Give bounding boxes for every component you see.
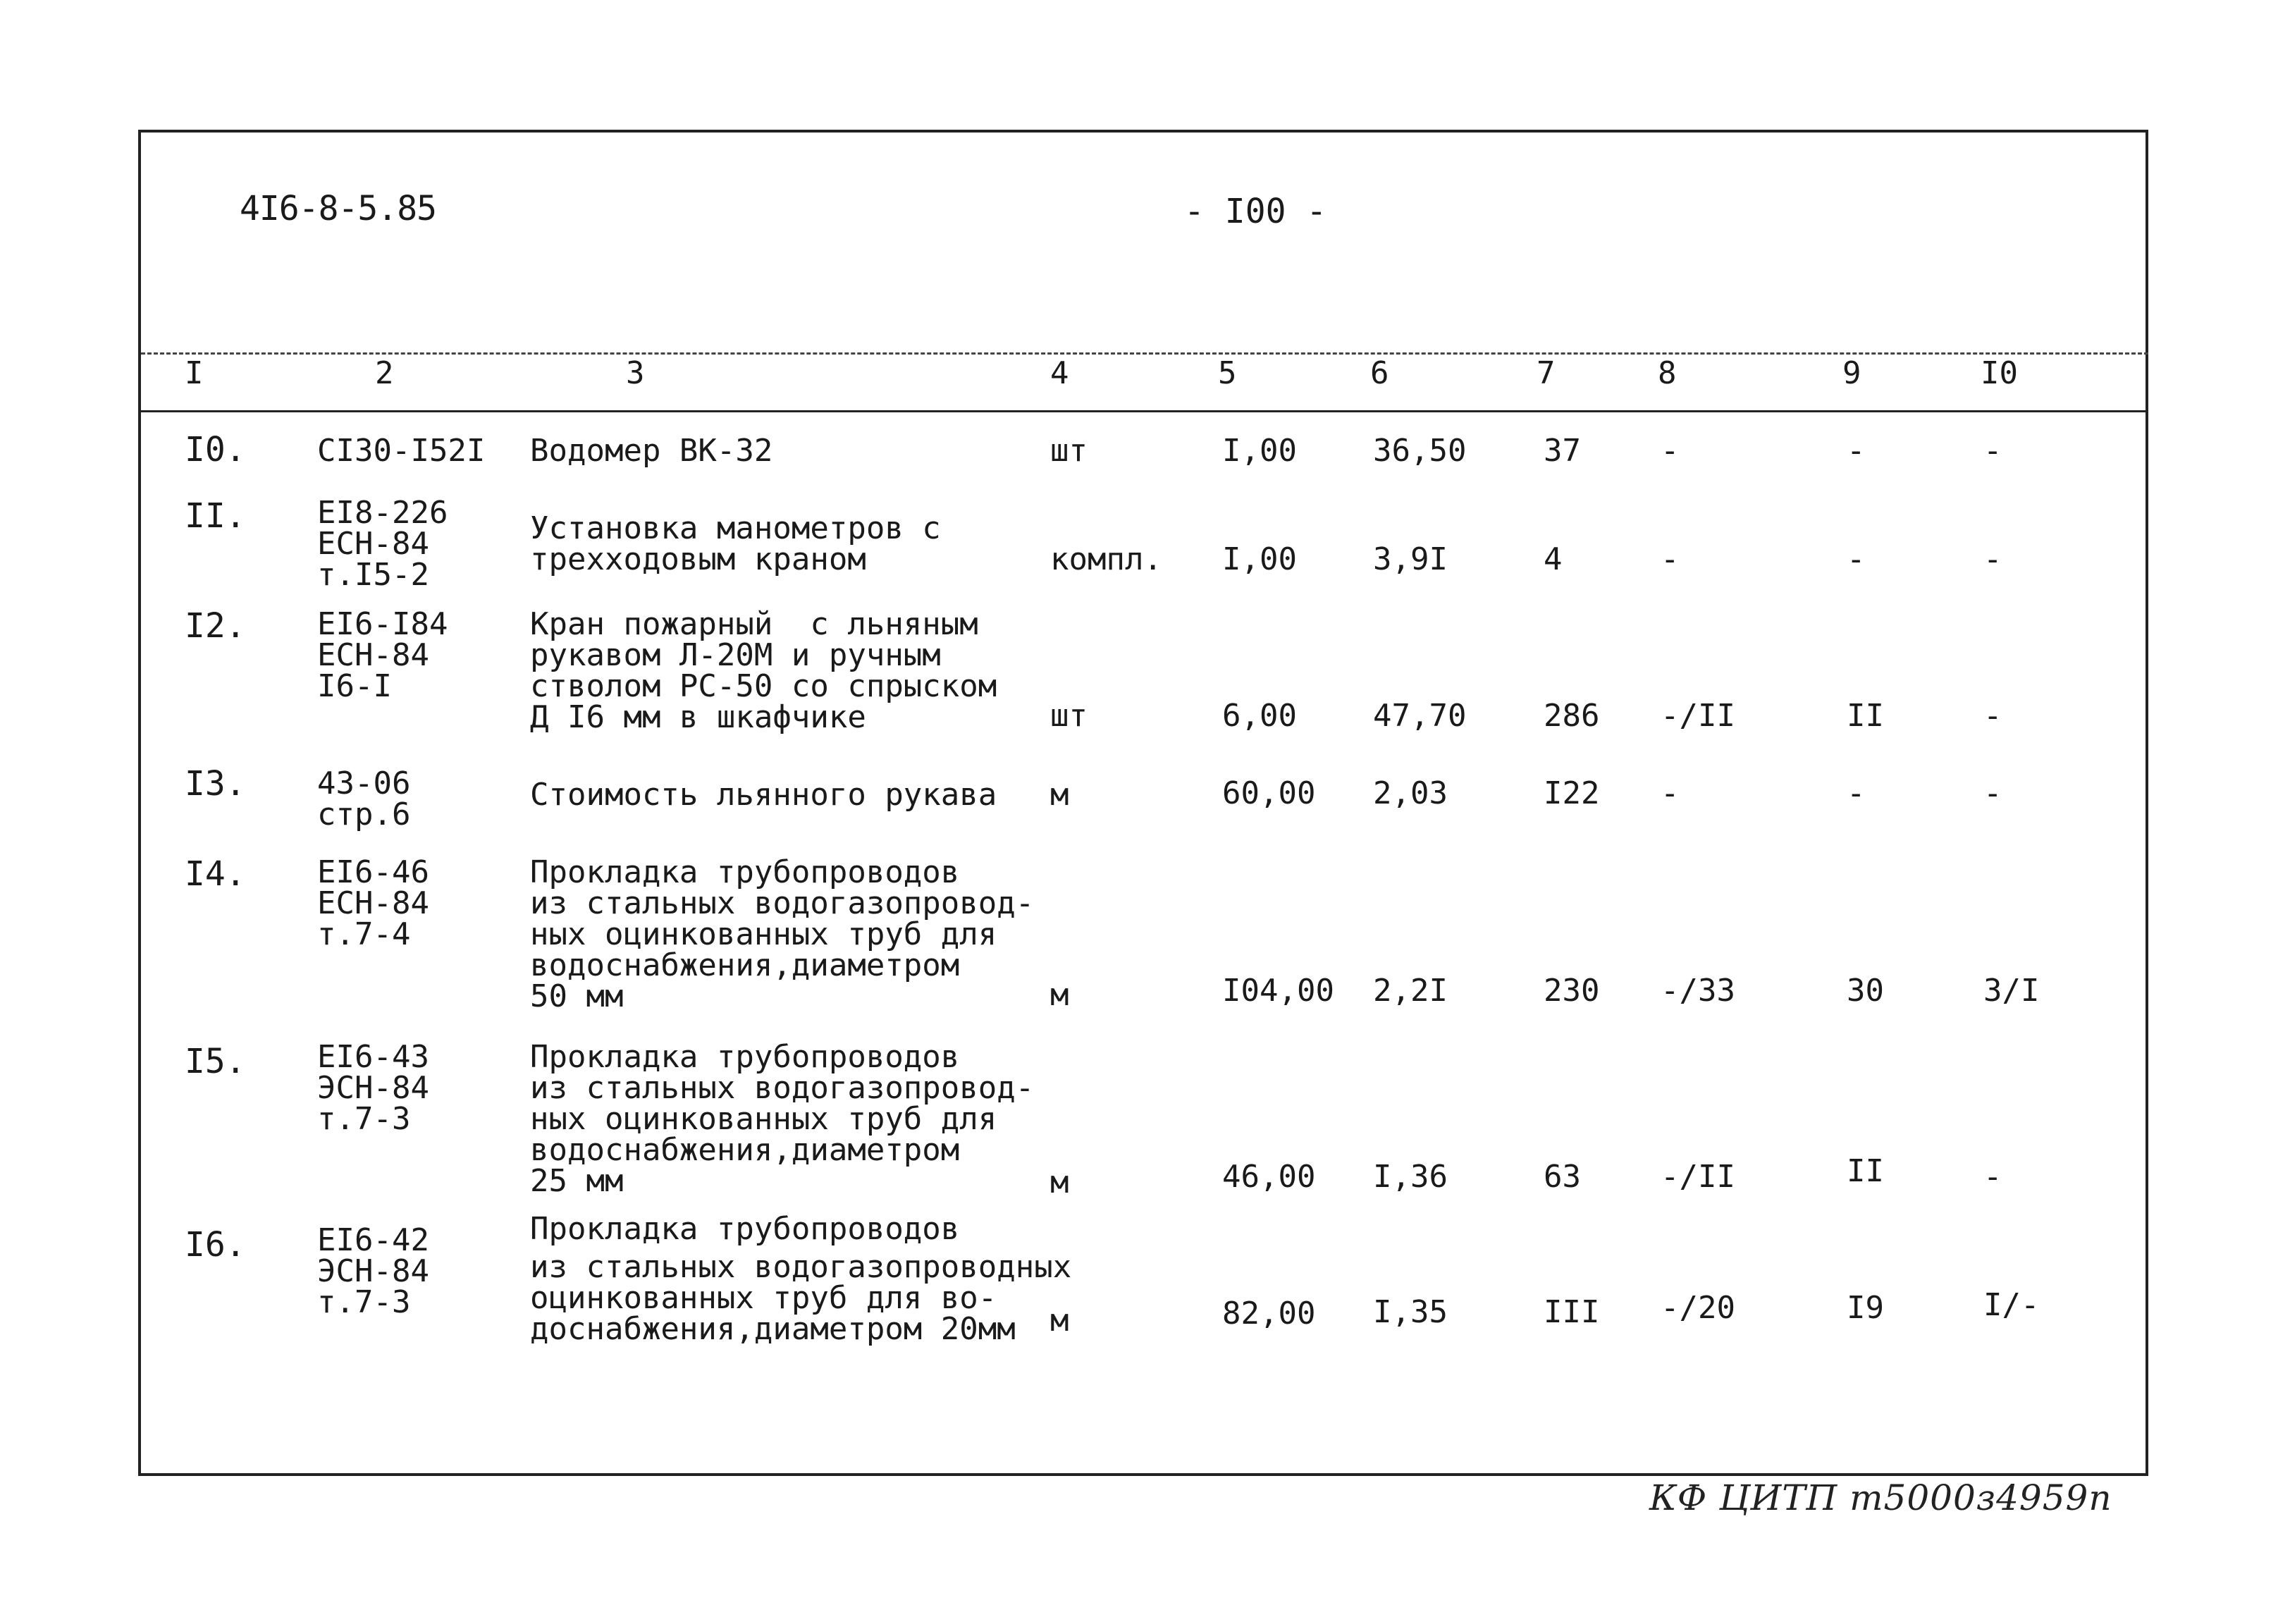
row-12-desc-line-4: Д I6 мм в шкафчике [530, 699, 866, 735]
row-14-code-line-1: EI6-46 [317, 854, 429, 890]
row-15-col10: - [1983, 1159, 2002, 1195]
row-16-desc-line-4: доснабжения,диаметром 20мм [530, 1311, 1016, 1347]
row-12-unit: шт [1050, 698, 1088, 734]
row-14-unit: м [1050, 977, 1069, 1013]
column-number-10: I0 [1981, 355, 2018, 391]
row-10-total: 37 [1544, 433, 1581, 469]
row-11-price: 3,9I [1373, 541, 1448, 577]
row-12-quantity: 6,00 [1222, 698, 1297, 734]
row-15-desc-line-1: Прокладка трубопроводов [530, 1039, 960, 1075]
row-15-code-line-3: т.7-3 [317, 1101, 411, 1137]
column-number-8: 8 [1658, 355, 1677, 391]
row-10-col8: - [1661, 433, 1680, 469]
row-16-unit: м [1050, 1303, 1069, 1339]
row-10-code [317, 433, 486, 469]
row-14-col8: -/33 [1661, 973, 1735, 1009]
row-11-desc-line-1: Установка манометров с [530, 510, 941, 546]
row-14-price: 2,2I [1373, 973, 1448, 1009]
row-10-col10: - [1983, 433, 2002, 469]
row-15-unit: м [1050, 1164, 1069, 1200]
row-13-price: 2,03 [1373, 775, 1448, 811]
row-11-number: II. [185, 496, 246, 536]
column-number-9: 9 [1842, 355, 1861, 391]
row-16-desc-line-2: из стальных водогазопроводных [530, 1249, 1072, 1285]
row-16-quantity: 82,00 [1222, 1296, 1316, 1331]
row-14-code-line-3: т.7-4 [317, 916, 411, 952]
row-16-code [317, 1222, 429, 1320]
row-13-col10: - [1983, 775, 2002, 811]
row-13-col8: - [1661, 775, 1680, 811]
row-15-desc-line-2: из стальных водогазопровод- [530, 1070, 1035, 1106]
row-15-code-line-1: EI6-43 [317, 1039, 429, 1075]
row-12-desc-line-2: рукавом Л-20М и ручным [530, 637, 941, 673]
row-13-code-line-2: стр.6 [317, 796, 411, 832]
row-14-desc-line-1: Прокладка трубопроводов [530, 854, 960, 890]
row-11-code [317, 495, 448, 593]
row-12-description [530, 606, 997, 735]
row-10-col9: - [1847, 433, 1866, 469]
row-14-col10: 3/I [1983, 973, 2040, 1009]
row-13-quantity: 60,00 [1222, 775, 1316, 811]
row-14-code [317, 854, 429, 952]
page-number: - I00 - [1184, 192, 1327, 231]
row-16-code-line-1: EI6-42 [317, 1222, 429, 1258]
row-14-total: 230 [1544, 973, 1600, 1009]
row-15-col8: -/II [1661, 1159, 1735, 1195]
row-12-desc-line-3: стволом РС-50 со спрыском [530, 668, 997, 704]
row-13-unit: м [1050, 777, 1069, 813]
row-14-description [530, 854, 1035, 1014]
row-11-quantity: I,00 [1222, 541, 1297, 577]
row-10-price: 36,50 [1373, 433, 1467, 469]
row-16-desc-line-3: оцинкованных труб для во- [530, 1280, 997, 1316]
row-15-description [530, 1039, 1035, 1199]
row-15-number: I5. [185, 1042, 246, 1081]
row-10-unit: шт [1050, 433, 1088, 469]
column-number-1: I [185, 355, 204, 391]
row-13-code-line-1: 43-06 [317, 765, 411, 801]
row-10-code-line-1: CI30-I52I [317, 433, 486, 469]
row-16-col9: I9 [1847, 1290, 1884, 1326]
row-12-code [317, 606, 448, 704]
row-16-col8: -/20 [1661, 1290, 1735, 1326]
row-11-code-line-1: EI8-226 [317, 495, 448, 531]
row-13-description [530, 777, 997, 813]
row-16-price: I,35 [1373, 1294, 1448, 1330]
row-11-total: 4 [1544, 541, 1563, 577]
row-10-quantity: I,00 [1222, 433, 1297, 469]
row-11-code-line-3: т.I5-2 [317, 557, 429, 593]
row-12-code-line-1: EI6-I84 [317, 606, 448, 642]
row-15-desc-line-3: ных оцинкованных труб для [530, 1101, 997, 1137]
row-12-price: 47,70 [1373, 698, 1467, 734]
row-16-code-line-3: т.7-3 [317, 1284, 411, 1320]
row-15-price: I,36 [1373, 1159, 1448, 1195]
column-number-5: 5 [1218, 355, 1237, 391]
row-10-number: I0. [185, 430, 246, 469]
row-14-desc-line-4: водоснабжения,диаметром [530, 947, 960, 983]
row-11-description [530, 510, 941, 577]
row-16-code-line-2: ЭСН-84 [317, 1253, 429, 1289]
row-14-col9: 30 [1847, 973, 1884, 1009]
row-14-desc-line-5: 50 мм [530, 978, 624, 1014]
document-code: 4I6-8-5.85 [240, 189, 436, 228]
row-11-code-line-2: ЕСН-84 [317, 526, 429, 562]
row-12-desc-line-1: Кран пожарный с льняным [530, 606, 978, 642]
row-11-col8: - [1661, 541, 1680, 577]
row-12-col9: II [1847, 698, 1884, 734]
row-14-code-line-2: ЕСН-84 [317, 885, 429, 921]
row-15-col9: II [1847, 1153, 1884, 1189]
row-13-desc-line-1: Стоимость льянного рукава [530, 777, 997, 813]
row-11-desc-line-2: трехходовым краном [530, 541, 866, 577]
row-12-col10: - [1983, 698, 2002, 734]
row-15-code-line-2: ЭСН-84 [317, 1070, 429, 1106]
row-13-number: I3. [185, 764, 246, 804]
row-12-number: I2. [185, 606, 246, 646]
row-14-number: I4. [185, 854, 246, 894]
row-14-desc-line-3: ных оцинкованных труб для [530, 916, 997, 952]
column-number-4: 4 [1050, 355, 1069, 391]
column-number-3: 3 [626, 355, 645, 391]
row-12-total: 286 [1544, 698, 1600, 734]
column-number-2: 2 [375, 355, 394, 391]
archive-stamp: КФ ЦИТП т5000з4959п [1649, 1477, 2112, 1518]
row-12-code-line-3: I6-I [317, 668, 392, 704]
row-16-total: III [1544, 1294, 1600, 1330]
row-12-code-line-2: ЕСН-84 [317, 637, 429, 673]
row-15-code [317, 1039, 429, 1137]
row-11-col10: - [1983, 541, 2002, 577]
row-16-number: I6. [185, 1225, 246, 1265]
row-14-quantity: I04,00 [1222, 973, 1334, 1009]
row-15-quantity: 46,00 [1222, 1159, 1316, 1195]
row-14-desc-line-2: из стальных водогазопровод- [530, 885, 1035, 921]
row-11-unit: компл. [1050, 541, 1162, 577]
row-15-desc-line-4: водоснабжения,диаметром [530, 1132, 960, 1168]
table-header-top-rule [141, 352, 2148, 355]
column-number-6: 6 [1370, 355, 1389, 391]
row-13-total: I22 [1544, 775, 1600, 811]
row-10-desc-line-1: Водомер ВК-32 [530, 433, 773, 469]
row-16-desc-line-1: Прокладка трубопроводов [530, 1211, 960, 1247]
row-15-total: 63 [1544, 1159, 1581, 1195]
row-10-description [530, 433, 773, 469]
table-header-bottom-rule [141, 410, 2148, 412]
row-16-description [530, 1211, 1072, 1347]
column-number-7: 7 [1537, 355, 1556, 391]
row-12-col8: -/II [1661, 698, 1735, 734]
row-16-col10: I/- [1983, 1287, 2040, 1323]
row-13-col9: - [1847, 775, 1866, 811]
row-13-code [317, 765, 411, 832]
row-11-col9: - [1847, 541, 1866, 577]
row-15-desc-line-5: 25 мм [530, 1163, 624, 1199]
